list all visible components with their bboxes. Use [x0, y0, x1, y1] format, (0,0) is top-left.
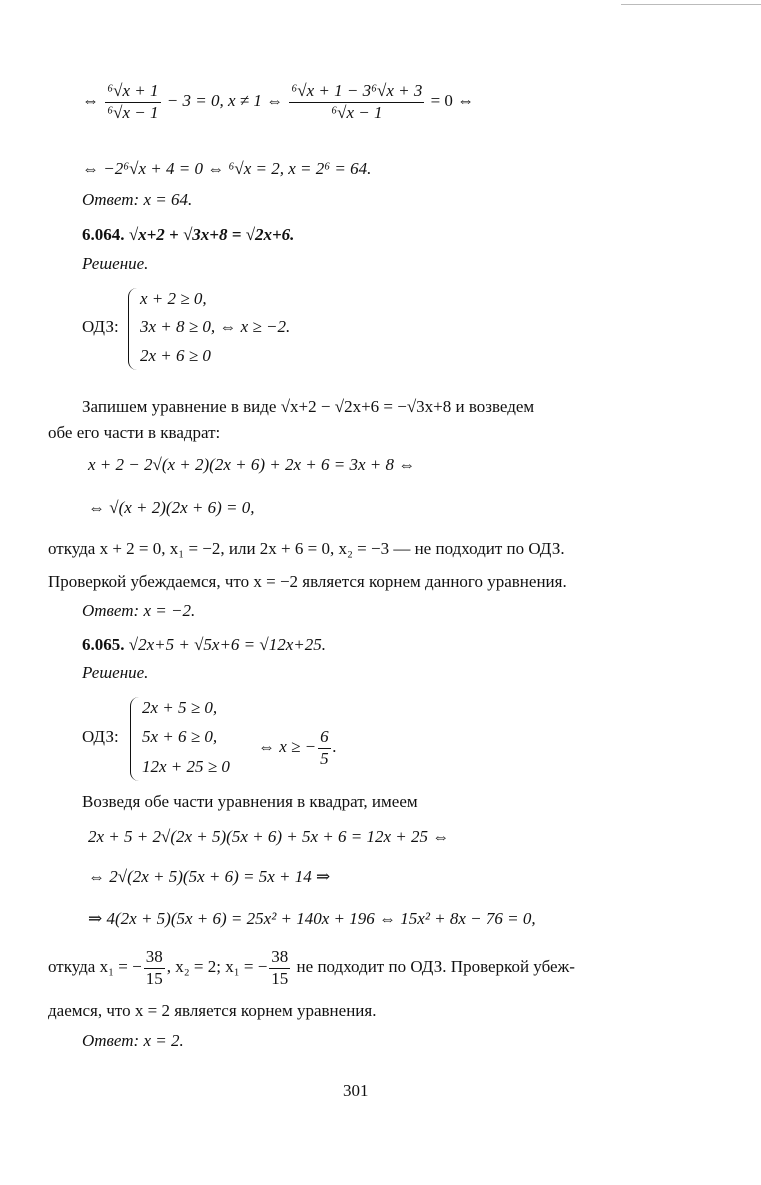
odz-condition-3: 12x + 25 ≥ 0 [142, 757, 230, 776]
odz-condition-3: 2x + 6 ≥ 0 [140, 346, 211, 365]
answer: Ответ: x = 2. [82, 1031, 184, 1050]
problem-equation: √x+2 + √3x+8 = √2x+6. [128, 225, 295, 244]
paragraph-line: Запишем уравнение в виде √x+2 − √2x+6 = −√3x+8 и возведем [82, 397, 535, 416]
odz-fraction: $\frac{6}{5}$ [320, 727, 329, 768]
answer: Ответ: x = −2. [82, 601, 196, 620]
odz-label: ОДЗ: [82, 727, 119, 746]
equation-line: x + 2 − 2√(x + 2)(2x + 6) + 2x + 6 = 3x + 8 ⇔ [88, 455, 416, 474]
problem-065-header [82, 636, 326, 655]
solution-label: Решение. [82, 663, 149, 682]
system-brace [128, 288, 137, 370]
odz-label: ОДЗ: [82, 317, 119, 336]
prev-line-1: ⇔ $\frac{\text{⁶√x + 1}}{\text{⁶√x − 1}}$ − 3 = 0, x ≠ 1 ⇔ $\frac{\text{⁶√x + 1 − 3⁶√x + 3}}{\text{⁶√x − 1}}$ = 0 ⇔ [82, 81, 475, 122]
paragraph-line: откуда x₁ = − $\frac{38}{15}$ , x₂ = 2; x₁ = − $\frac{38}{15}$ не подходит по ОДЗ. Проверкой убеж- [48, 947, 575, 988]
equation-line: ⇒ 4(2x + 5)(5x + 6) = 25x² + 140x + 196 ⇔ 15x² + 8x − 76 = 0, [88, 909, 536, 928]
system-brace [130, 697, 139, 781]
problem-number: 6.064. [82, 225, 125, 244]
odz-condition-1: x + 2 ≥ 0, [140, 289, 207, 308]
equation-line: ⇔ √(x + 2)(2x + 6) = 0, [88, 498, 255, 517]
root-fraction: $\frac{38}{15}$ [271, 947, 289, 988]
prev-answer: Ответ: x = 64. [82, 190, 193, 209]
odz-condition-2: 5x + 6 ≥ 0, [142, 727, 218, 746]
solution-label: Решение. [82, 254, 149, 273]
odz-condition-2: 3x + 8 ≥ 0, ⇔ x ≥ −2. [140, 317, 291, 336]
prev-line-2: ⇔ −2⁶√x + 4 = 0 ⇔ ⁶√x = 2, x = 2⁶ = 64. [82, 159, 372, 178]
equation-line: ⇔ 2√(2x + 5)(5x + 6) = 5x + 14 ⇒ [88, 867, 331, 886]
top-scan-edge [621, 4, 761, 5]
paragraph-line: откуда x + 2 = 0, x₁ = −2, или 2x + 6 = 0, x₂ = −3 — не подходит по ОДЗ. [48, 539, 565, 558]
prev-fraction-right: $\frac{\text{⁶√x + 1 − 3⁶√x + 3}}{\text{⁶√x − 1}}$ [291, 81, 423, 122]
paragraph-line: Возведя обе части уравнения в квадрат, имеем [82, 792, 418, 811]
page-number: 301 [343, 1081, 369, 1100]
paragraph-line: Проверкой убеждаемся, что x = −2 является корнем данного уравнения. [48, 572, 567, 591]
prev-fraction-left: $\frac{\text{⁶√x + 1}}{\text{⁶√x − 1}}$ [107, 81, 159, 122]
problem-064-header [82, 226, 294, 245]
odz-condition-1: 2x + 5 ≥ 0, [142, 698, 218, 717]
paragraph-line: даемся, что x = 2 является корнем уравнения. [48, 1001, 377, 1020]
root-fraction: $\frac{38}{15}$ [145, 947, 163, 988]
problem-number: 6.065. [82, 635, 125, 654]
odz-result: ⇔ x ≥ − $\frac{6}{5}$ . [258, 727, 337, 768]
paragraph-line: обе его части в квадрат: [48, 423, 221, 442]
problem-equation: √2x+5 + √5x+6 = √12x+25. [128, 635, 326, 654]
equation-line: 2x + 5 + 2√(2x + 5)(5x + 6) + 5x + 6 = 12x + 25 ⇔ [88, 827, 450, 846]
